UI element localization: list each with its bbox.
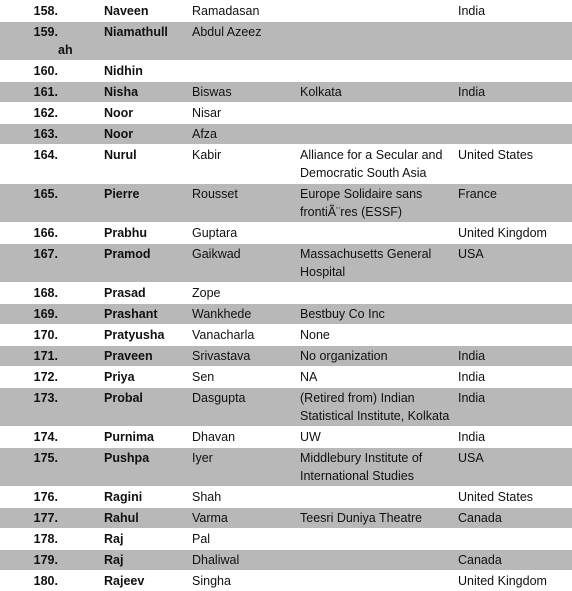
country-cell [458, 283, 572, 304]
last-name-cell-text: Iyer [192, 451, 213, 465]
row-number-text: 163. [34, 127, 58, 141]
first-name-cell [104, 223, 192, 244]
country-cell-text: India [458, 370, 485, 384]
first-name-cell-text: Praveen [104, 349, 153, 363]
country-cell-text: United Kingdom [458, 226, 547, 240]
last-name-cell-text: Pal [192, 532, 210, 546]
country-cell-text: France [458, 187, 497, 201]
first-name-cell [104, 82, 192, 103]
organization-cell [300, 304, 458, 325]
organization-cell [300, 346, 458, 367]
row-number-text: 161. [34, 85, 58, 99]
organization-cell [300, 367, 458, 388]
row-number [0, 487, 104, 508]
last-name-cell [192, 244, 300, 283]
first-name-cell-text: Pratyusha [104, 328, 164, 342]
first-name-cell-text: Raj [104, 553, 123, 567]
country-cell [458, 1, 572, 22]
row-number-text: 170. [34, 328, 58, 342]
table-row [0, 283, 572, 304]
table-row [0, 508, 572, 529]
row-number [0, 61, 104, 82]
last-name-cell [192, 388, 300, 427]
last-name-cell-text: Srivastava [192, 349, 250, 363]
last-name-cell [192, 448, 300, 487]
country-cell-text: United States [458, 148, 533, 162]
organization-cell [300, 448, 458, 487]
first-name-cell [104, 508, 192, 529]
row-number-text: 173. [34, 391, 58, 405]
table-row [0, 487, 572, 508]
country-cell-text: India [458, 349, 485, 363]
row-number [0, 367, 104, 388]
row-number-text: 179. [34, 553, 58, 567]
country-cell [458, 22, 572, 61]
organization-cell-text: None [300, 328, 330, 342]
last-name-cell-text: Vanacharla [192, 328, 254, 342]
country-cell [458, 223, 572, 244]
last-name-cell [192, 487, 300, 508]
country-cell [458, 346, 572, 367]
row-number [0, 283, 104, 304]
row-number-text: 180. [34, 574, 58, 588]
table-row [0, 550, 572, 571]
first-name-cell [104, 304, 192, 325]
row-number-text: 176. [34, 490, 58, 504]
last-name-cell-text: Sen [192, 370, 214, 384]
table-row [0, 346, 572, 367]
last-name-cell [192, 223, 300, 244]
first-name-cell [104, 529, 192, 550]
row-number [0, 325, 104, 346]
country-cell [458, 145, 572, 184]
organization-cell-text: Massachusetts General Hospital [300, 247, 431, 279]
first-name-cell-text: Probal [104, 391, 143, 405]
first-name-cell-text: Prabhu [104, 226, 147, 240]
last-name-cell-text: Wankhede [192, 307, 251, 321]
last-name-cell-text: Nisar [192, 106, 221, 120]
row-number-text: 172. [34, 370, 58, 384]
last-name-cell [192, 22, 300, 61]
row-number [0, 82, 104, 103]
last-name-cell-text: Gaikwad [192, 247, 241, 261]
country-cell [458, 550, 572, 571]
row-number-text: 160. [34, 64, 58, 78]
first-name-cell [104, 427, 192, 448]
first-name-cell-text: Niamathull [104, 25, 168, 39]
first-name-cell [104, 184, 192, 223]
table-row [0, 22, 572, 61]
organization-cell [300, 145, 458, 184]
organization-cell-text: Teesri Duniya Theatre [300, 511, 422, 525]
country-cell [458, 124, 572, 145]
row-number-text: 175. [34, 451, 58, 465]
row-number-text: 178. [34, 532, 58, 546]
country-cell-text: Canada [458, 511, 502, 525]
last-name-cell-text: Zope [192, 286, 221, 300]
last-name-cell-text: Afza [192, 127, 217, 141]
row-number-text: 158. [34, 4, 58, 18]
country-cell [458, 82, 572, 103]
first-name-cell [104, 22, 192, 61]
first-name-cell-text: Pushpa [104, 451, 149, 465]
country-cell [458, 427, 572, 448]
first-name-cell-text: Ragini [104, 490, 142, 504]
row-number [0, 124, 104, 145]
country-cell-text: India [458, 4, 485, 18]
last-name-cell [192, 1, 300, 22]
country-cell-text: United Kingdom [458, 574, 547, 588]
table-row [0, 325, 572, 346]
first-name-cell-text: Naveen [104, 4, 148, 18]
table-row [0, 304, 572, 325]
first-name-cell-text: Nidhin [104, 64, 143, 78]
last-name-cell-text: Guptara [192, 226, 237, 240]
organization-cell [300, 427, 458, 448]
last-name-cell [192, 145, 300, 184]
country-cell [458, 304, 572, 325]
last-name-cell [192, 427, 300, 448]
first-name-cell-text: Purnima [104, 430, 154, 444]
last-name-cell [192, 325, 300, 346]
first-name-cell [104, 367, 192, 388]
last-name-cell [192, 550, 300, 571]
row-number-text: 169. [34, 307, 58, 321]
last-name-cell-text: Varma [192, 511, 228, 525]
organization-cell [300, 283, 458, 304]
first-name-cell [104, 325, 192, 346]
row-number [0, 346, 104, 367]
row-number-text: 165. [34, 187, 58, 201]
table-row [0, 571, 572, 591]
last-name-cell-text: Rousset [192, 187, 238, 201]
table-row [0, 61, 572, 82]
last-name-cell [192, 283, 300, 304]
organization-cell [300, 124, 458, 145]
first-name-cell [104, 1, 192, 22]
last-name-cell-text: Shah [192, 490, 221, 504]
last-name-cell-text: Dasgupta [192, 391, 246, 405]
country-cell [458, 529, 572, 550]
organization-cell-text: Kolkata [300, 85, 342, 99]
table-row [0, 529, 572, 550]
first-name-cell [104, 346, 192, 367]
country-cell [458, 388, 572, 427]
organization-cell-text: (Retired from) Indian Statistical Institute, Kolkata [300, 391, 449, 423]
table-body [0, 1, 572, 591]
table-row [0, 367, 572, 388]
organization-cell [300, 82, 458, 103]
organization-cell [300, 244, 458, 283]
row-number-text: 159. [34, 25, 58, 39]
country-cell [458, 244, 572, 283]
row-number [0, 571, 104, 591]
row-number-text: 162. [34, 106, 58, 120]
first-name-cell-text: Pierre [104, 187, 139, 201]
country-cell [458, 571, 572, 591]
last-name-cell-text: Dhavan [192, 430, 235, 444]
row-number [0, 223, 104, 244]
table-row [0, 427, 572, 448]
row-number-overflow: ah [0, 41, 58, 59]
last-name-cell [192, 103, 300, 124]
first-name-cell [104, 283, 192, 304]
organization-cell-text: UW [300, 430, 321, 444]
first-name-cell-text: Rahul [104, 511, 139, 525]
table-row [0, 1, 572, 22]
first-name-cell-text: Noor [104, 127, 133, 141]
first-name-cell-text: Raj [104, 532, 123, 546]
last-name-cell-text: Dhaliwal [192, 553, 239, 567]
first-name-cell [104, 448, 192, 487]
organization-cell [300, 487, 458, 508]
first-name-cell [104, 244, 192, 283]
organization-cell [300, 184, 458, 223]
organization-cell [300, 550, 458, 571]
organization-cell-text: Alliance for a Secular and Democratic South Asia [300, 148, 442, 180]
row-number [0, 427, 104, 448]
last-name-cell [192, 508, 300, 529]
last-name-cell-text: Ramadasan [192, 4, 259, 18]
organization-cell [300, 61, 458, 82]
organization-cell [300, 223, 458, 244]
row-number [0, 22, 104, 61]
country-cell-text: India [458, 391, 485, 405]
first-name-cell [104, 487, 192, 508]
row-number-text: 174. [34, 430, 58, 444]
country-cell-text: United States [458, 490, 533, 504]
row-number [0, 145, 104, 184]
last-name-cell [192, 124, 300, 145]
last-name-cell [192, 61, 300, 82]
table-row [0, 103, 572, 124]
row-number-text: 171. [34, 349, 58, 363]
first-name-cell [104, 550, 192, 571]
table-row [0, 124, 572, 145]
row-number-text: 166. [34, 226, 58, 240]
row-number [0, 103, 104, 124]
last-name-cell [192, 529, 300, 550]
country-cell-text: Canada [458, 553, 502, 567]
table-row [0, 448, 572, 487]
table-row [0, 388, 572, 427]
first-name-cell-text: Nisha [104, 85, 138, 99]
last-name-cell-text: Abdul Azeez [192, 25, 262, 39]
organization-cell [300, 388, 458, 427]
first-name-cell [104, 103, 192, 124]
last-name-cell [192, 367, 300, 388]
organization-cell-text: Bestbuy Co Inc [300, 307, 385, 321]
row-number [0, 529, 104, 550]
last-name-cell-text: Biswas [192, 85, 232, 99]
first-name-cell-text: Pramod [104, 247, 151, 261]
organization-cell [300, 571, 458, 591]
row-number [0, 244, 104, 283]
row-number [0, 184, 104, 223]
organization-cell [300, 22, 458, 61]
row-number [0, 388, 104, 427]
row-number-text: 177. [34, 511, 58, 525]
country-cell [458, 325, 572, 346]
country-cell [458, 448, 572, 487]
row-number [0, 508, 104, 529]
country-cell [458, 61, 572, 82]
first-name-cell-text: Rajeev [104, 574, 144, 588]
country-cell [458, 487, 572, 508]
first-name-cell-text: Prasad [104, 286, 146, 300]
organization-cell-text: No organization [300, 349, 388, 363]
country-cell-text: USA [458, 451, 484, 465]
last-name-cell [192, 304, 300, 325]
country-cell-text: USA [458, 247, 484, 261]
first-name-cell [104, 124, 192, 145]
country-cell-text: India [458, 430, 485, 444]
organization-cell [300, 325, 458, 346]
table-row [0, 244, 572, 283]
first-name-cell [104, 61, 192, 82]
table-row [0, 145, 572, 184]
organization-cell-text: NA [300, 370, 317, 384]
country-cell [458, 367, 572, 388]
row-number-text: 168. [34, 286, 58, 300]
last-name-cell [192, 571, 300, 591]
country-cell [458, 508, 572, 529]
first-name-cell-text: Prashant [104, 307, 158, 321]
table-row [0, 184, 572, 223]
row-number-text: 164. [34, 148, 58, 162]
first-name-cell [104, 571, 192, 591]
row-number [0, 1, 104, 22]
last-name-cell-text: Kabir [192, 148, 221, 162]
organization-cell [300, 529, 458, 550]
first-name-cell-text: Nurul [104, 148, 137, 162]
country-cell [458, 184, 572, 223]
country-cell [458, 103, 572, 124]
organization-cell [300, 1, 458, 22]
organization-cell [300, 103, 458, 124]
table-row [0, 82, 572, 103]
first-name-cell-text: Noor [104, 106, 133, 120]
first-name-cell [104, 388, 192, 427]
last-name-cell [192, 82, 300, 103]
row-number [0, 304, 104, 325]
organization-cell-text: Middlebury Institute of International Studies [300, 451, 422, 483]
row-number [0, 448, 104, 487]
organization-cell-text: Europe Solidaire sans frontiÃ¨res (ESSF) [300, 187, 422, 219]
last-name-cell-text: Singha [192, 574, 231, 588]
last-name-cell [192, 184, 300, 223]
row-number-text: 167. [34, 247, 58, 261]
organization-cell [300, 508, 458, 529]
first-name-cell-text: Priya [104, 370, 135, 384]
country-cell-text: India [458, 85, 485, 99]
row-number [0, 550, 104, 571]
first-name-cell [104, 145, 192, 184]
last-name-cell [192, 346, 300, 367]
table-row [0, 223, 572, 244]
